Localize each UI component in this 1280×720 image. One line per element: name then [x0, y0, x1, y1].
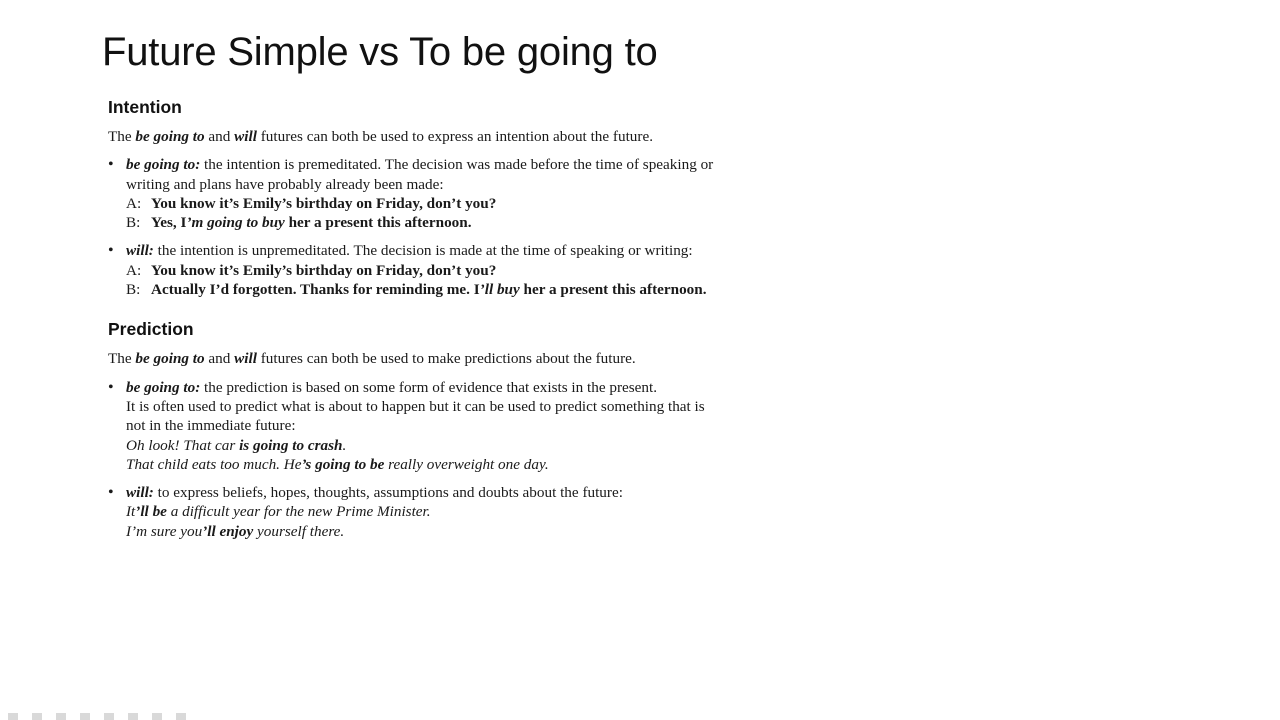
dialogue-line-a: A: You know it’s Emily’s birthday on Friday, don’t you?: [126, 194, 497, 212]
slide-title: Future Simple vs To be going to: [102, 30, 658, 74]
term: will:: [126, 242, 154, 260]
intention-going-to-bullet: • be going to: the intention is premeditated. The decision was made before the time of speaking or writing and plans have probably already been made: A: You know it’s Emily’s birthday on Friday, don’t you? B: Yes, I’m going to buy her a present this afternoon.: [108, 155, 720, 232]
dialogue-line-b: B: Yes, I’m going to buy her a present this afternoon.: [126, 214, 472, 232]
term: will:: [126, 484, 154, 502]
prediction-will-bullet: • will: to express beliefs, hopes, thoughts, assumptions and doubts about the future: It’ll be a difficult year for the new Prime Minister. I’m sure you’ll enjoy yourself there.: [108, 483, 720, 541]
intention-intro: The be going to and will futures can both be used to express an intention about the future.: [108, 128, 653, 145]
intention-will-bullet: • will: the intention is unpremeditated. The decision is made at the time of speaking or writing: A: You know it’s Emily’s birthday on Friday, don’t you? B: Actually I’d forgotten. Thanks for reminding me. I’ll buy her a present this afternoon.: [108, 241, 720, 299]
slide-controls-strip[interactable]: [8, 713, 188, 720]
prediction-intro: The be going to and will futures can both be used to make predictions about the future.: [108, 350, 636, 368]
prediction-going-to-bullet: • be going to: the prediction is based on some form of evidence that exists in the present. It is often used to predict what is about to happen but it can be used to predict something that is not in the immediate future: Oh look! That car is going to crash. That child eats too much. He’s going to be really overweight one day.: [108, 378, 720, 474]
dialogue-line-b: B: Actually I’d forgotten. Thanks for reminding me. I’ll buy her a present this afternoon.: [126, 281, 707, 299]
term: be going to:: [126, 156, 201, 174]
textbook-excerpt: [108, 96, 720, 550]
prediction-heading: Prediction: [108, 319, 194, 340]
term: be going to:: [126, 378, 201, 396]
intention-heading: Intention: [108, 97, 182, 117]
dialogue-line-a: A: You know it’s Emily’s birthday on Friday, don’t you?: [126, 261, 497, 279]
example-sentence: I’m sure you’ll enjoy yourself there.: [126, 522, 345, 540]
example-sentence: That child eats too much. He’s going to be really overweight one day.: [126, 455, 549, 473]
example-sentence: Oh look! That car is going to crash.: [126, 436, 347, 454]
example-sentence: It’ll be a difficult year for the new Prime Minister.: [126, 503, 431, 521]
prediction-going-to-note: It is often used to predict what is about to happen but it can be used to predict something that is not in the immediate future:: [126, 397, 705, 435]
